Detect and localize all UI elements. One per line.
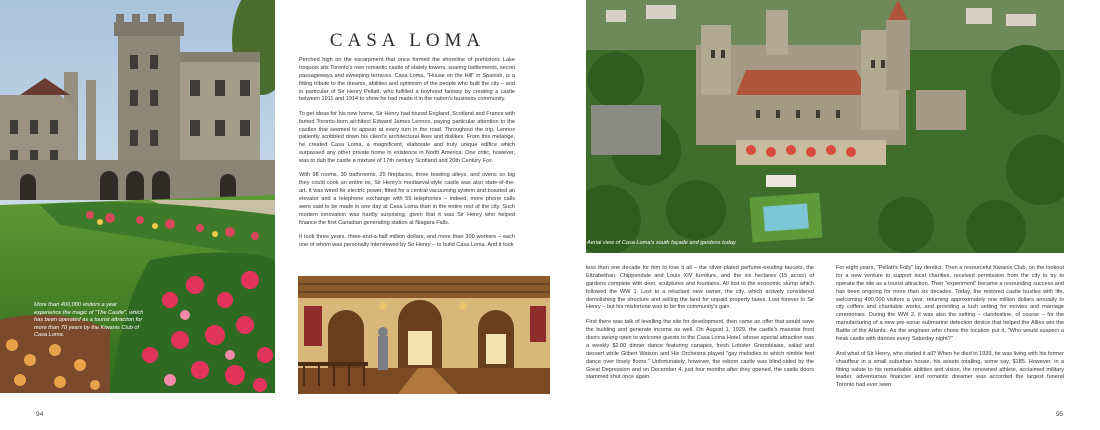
paragraph: With 98 rooms, 30 bathrooms, 25 fireplaces, three bowling alleys, and ovens so big they could cook an entire ox, Sir Henry's mediaeval-style castle was also state-of-the-art. It was wired for electric power, fitted for a central vacuuming system and boasted an elevator and a telephone exchange with 59 telephones – indeed, more phone calls were said to be made in one day at Casa Loma than in the entire rest of the city. Such modern innovation was hardly surprising, given that it was Sir Henry who helped finance the first Canadian generating station at Niagara Falls.: [299, 172, 515, 226]
body-column-3: [586, 265, 814, 389]
great-hall-photo: [298, 276, 550, 394]
paragraph: It took three years, three-and-a-half million dollars, and more than 300 workers – each one of whom was personally interviewed by Sir Henry – to build Casa Loma. And it took: [299, 234, 515, 248]
page-title: CASA LOMA: [329, 30, 486, 51]
page-number-right: 95: [1056, 411, 1064, 418]
body-column-4: [836, 265, 1064, 397]
page-number-left: 94: [36, 411, 44, 418]
aerial-view-photo: [586, 0, 1064, 253]
paragraph: To get ideas for his new home, Sir Henry had toured England, Scotland and France with famed Toronto-born architect Edward James Lennox, paying particular attention to the castles that seemed to appear at every turn in the road. Throughout the trip, Lennox patiently scribbled down his client's architectural likes and dislikes. From this melange, he created Casa Loma, a magnificent, elaborate and truly unique edifice which surpassed any other private home in existence in North America. One critic, however, was to dub the castle a mixture of 17th century Scotland and 20th Century Fox.: [299, 110, 515, 164]
paragraph: For eight years, "Pellatt's Folly" lay derelict. Then a resourceful Kiwanis Club, on the lookout for a new venture to support local charities, received permission from the city to try to operate the site as a tourist attraction. Their "experiment" became a resounding success and has been ongoing for more than six decades. Today, the restored castle bustles with life, welcoming 400,000 visitors a year, returning approximately one million dollars annually to city coffers and charitable works, and providing a lush setting for movies and marriage ceremonies. During the WW 2, it was also the setting – clandestine, of course – for the manufacturing of a new pre-sonar submarine detection device that helped the Allies win the Battle of the Atlantic. As the engineer who chose the location put it, "Who would suspect a freak castle with dances every Saturday night?": [836, 265, 1064, 342]
photo-caption-aerial: Aerial view of Casa Loma's south façade and gardens today.: [587, 240, 737, 246]
photo-caption-left: More than 400,000 visitors a year experience the magic of "The Castle", which has been operated as a tourist attraction for more than 70 years by the Kiwanis Club of Casa Loma.: [34, 302, 144, 339]
body-column-1: [299, 57, 515, 256]
paragraph: Perched high on the escarpment that once formed the shoreline of prehistoric Lake Iroquois sits Toronto's own romantic castle of stately towers, soaring battlements, secret passageways and sweeping terraces. Casa Loma, "House on the Hill" in Spanish, is a fitting tribute to the dreams, abilities and optimism of the people who built the city – and in particular of Sir Henry Pellatt, who fulfilled a boyhood fantasy by creating a castle between 1911 and 1914 to show he had made it in the nation's business community.: [299, 57, 515, 103]
great-hall-illustration: [298, 276, 550, 394]
paragraph: First there was talk of levelling the site for development, then came an offer that would save the building and generate income as well. On August 1, 1929, the castle's massive front doors swung open to welcome guests to the Casa Loma Hotel, whose special attraction was a weekly $2.00 dinner dance featuring canapes, fresh Lobster Grenoblaise, salad and dessert while Gilbert Watson and His Orchestra played "gay melodies to which nimble feet dance over lovely floors." Unfortunately, however, the reborn castle was blind-sided by the Great Depression and on December 4, just four months after they opened, the castle doors slammed shut once again.: [586, 319, 814, 381]
aerial-view-illustration: [586, 0, 1064, 253]
paragraph: less than one decade for him to lose it all – the silver-plated perfume-exuding faucets, the Elizabethan, Chippendale and Louis XIV furniture, and the six hectares (15 acres) of gardens complete with deer, sculptures and fountains. All lost to the economic slump which followed the WW 1. Lost to a reluctant new owner, the city, which actively considered demolishing the structure and selling the land for unpaid property taxes. Lost forever to Sir Henry – but his misfortune was to be the community's gain.: [586, 265, 814, 311]
paragraph: And what of Sir Henry, who started it all? When he died in 1939, he was living with his former chauffeur in a small suburban house, his assets totalling, some say, $185. However, in a fitting salute to his remarkable abilities and vision, the renowned athlete, acclaimed military leader, adventurous financier and romantic dreamer was accorded the largest funeral Toronto had ever seen.: [836, 350, 1064, 389]
